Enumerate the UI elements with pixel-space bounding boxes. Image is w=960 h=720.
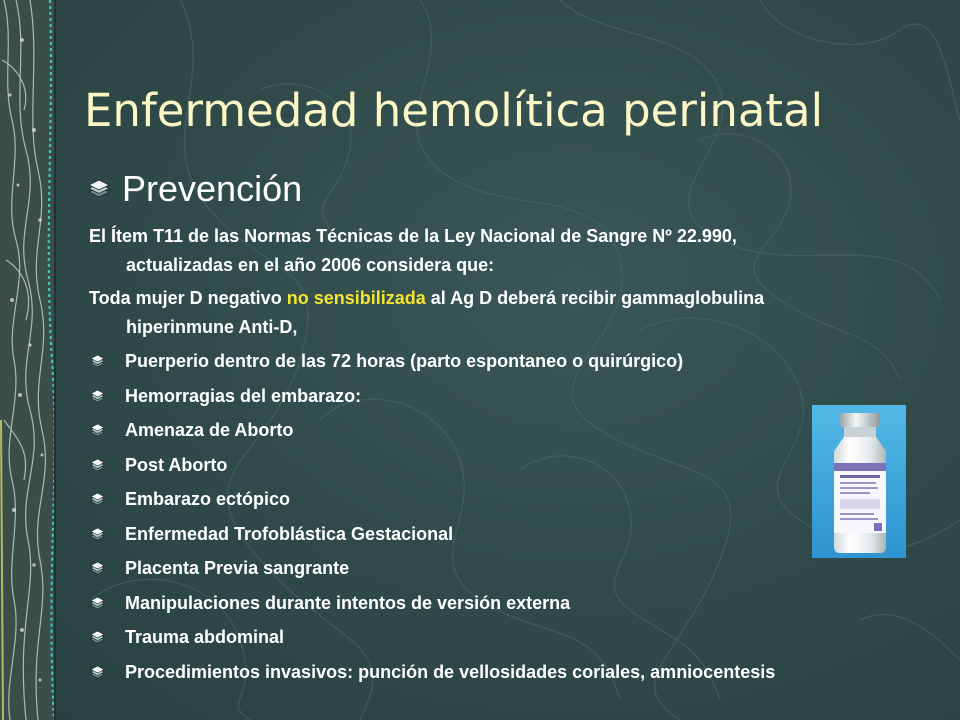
layered-diamond-icon <box>89 457 106 474</box>
intro-line-2: actualizadas en el año 2006 considera que: <box>126 255 495 275</box>
list-item <box>89 623 284 652</box>
layered-diamond-icon <box>89 388 106 405</box>
layered-diamond-icon <box>89 491 106 508</box>
topographic-map-strip <box>0 0 56 720</box>
list-item <box>89 451 227 480</box>
list-item <box>89 347 683 376</box>
list-item-text: Trauma abdominal <box>125 627 285 647</box>
list-item-text: Placenta Previa sangrante <box>125 558 350 578</box>
section-heading <box>86 168 302 210</box>
list-item <box>89 589 570 618</box>
list-item <box>89 485 290 514</box>
slide-title <box>84 84 944 138</box>
list-item-text: Manipulaciones durante intentos de versión externa <box>125 592 571 613</box>
list-item <box>89 520 453 549</box>
list-item <box>89 658 775 687</box>
list-item-text: Amenaza de Aborto <box>125 420 294 440</box>
section-title: Prevención <box>122 168 303 209</box>
rule-text-pre: Toda mujer D negativo <box>89 288 287 308</box>
list-item <box>89 554 349 583</box>
layered-diamond-icon <box>89 595 106 612</box>
rule-highlight: no sensibilizada <box>286 288 426 308</box>
rule-text-post: al Ag D deberá recibir gammaglobulina <box>425 288 765 308</box>
layered-diamond-icon <box>89 353 106 370</box>
layered-diamond-icon <box>89 526 106 543</box>
layered-diamond-icon <box>86 178 112 200</box>
layered-diamond-icon <box>89 560 106 577</box>
vial-image <box>812 405 906 558</box>
rule-line-2: hiperinmune Anti-D, <box>126 317 298 337</box>
list-item-text: Hemorragias del embarazo: <box>125 385 362 406</box>
title-text: Enfermedad hemolítica perinatal <box>84 84 824 137</box>
intro-line-1: El Ítem T11 de las Normas Técnicas de la Ley Nacional de Sangre Nº 22.990, <box>89 226 737 246</box>
list-item-text: Enfermedad Trofoblástica Gestacional <box>125 523 454 544</box>
list-item <box>89 382 361 411</box>
list-item <box>89 416 293 445</box>
layered-diamond-icon <box>89 664 106 681</box>
rule-paragraph <box>89 284 859 342</box>
list-item-text: Puerperio dentro de las 72 horas (parto espontaneo o quirúrgico) <box>125 351 684 371</box>
layered-diamond-icon <box>89 629 106 646</box>
intro-paragraph <box>89 222 859 280</box>
list-item-text: Embarazo ectópico <box>125 489 291 509</box>
layered-diamond-icon <box>89 422 106 439</box>
list-item-text: Post Aborto <box>125 454 228 475</box>
list-item-text: Procedimientos invasivos: punción de vellosidades coriales, amniocentesis <box>125 661 776 682</box>
